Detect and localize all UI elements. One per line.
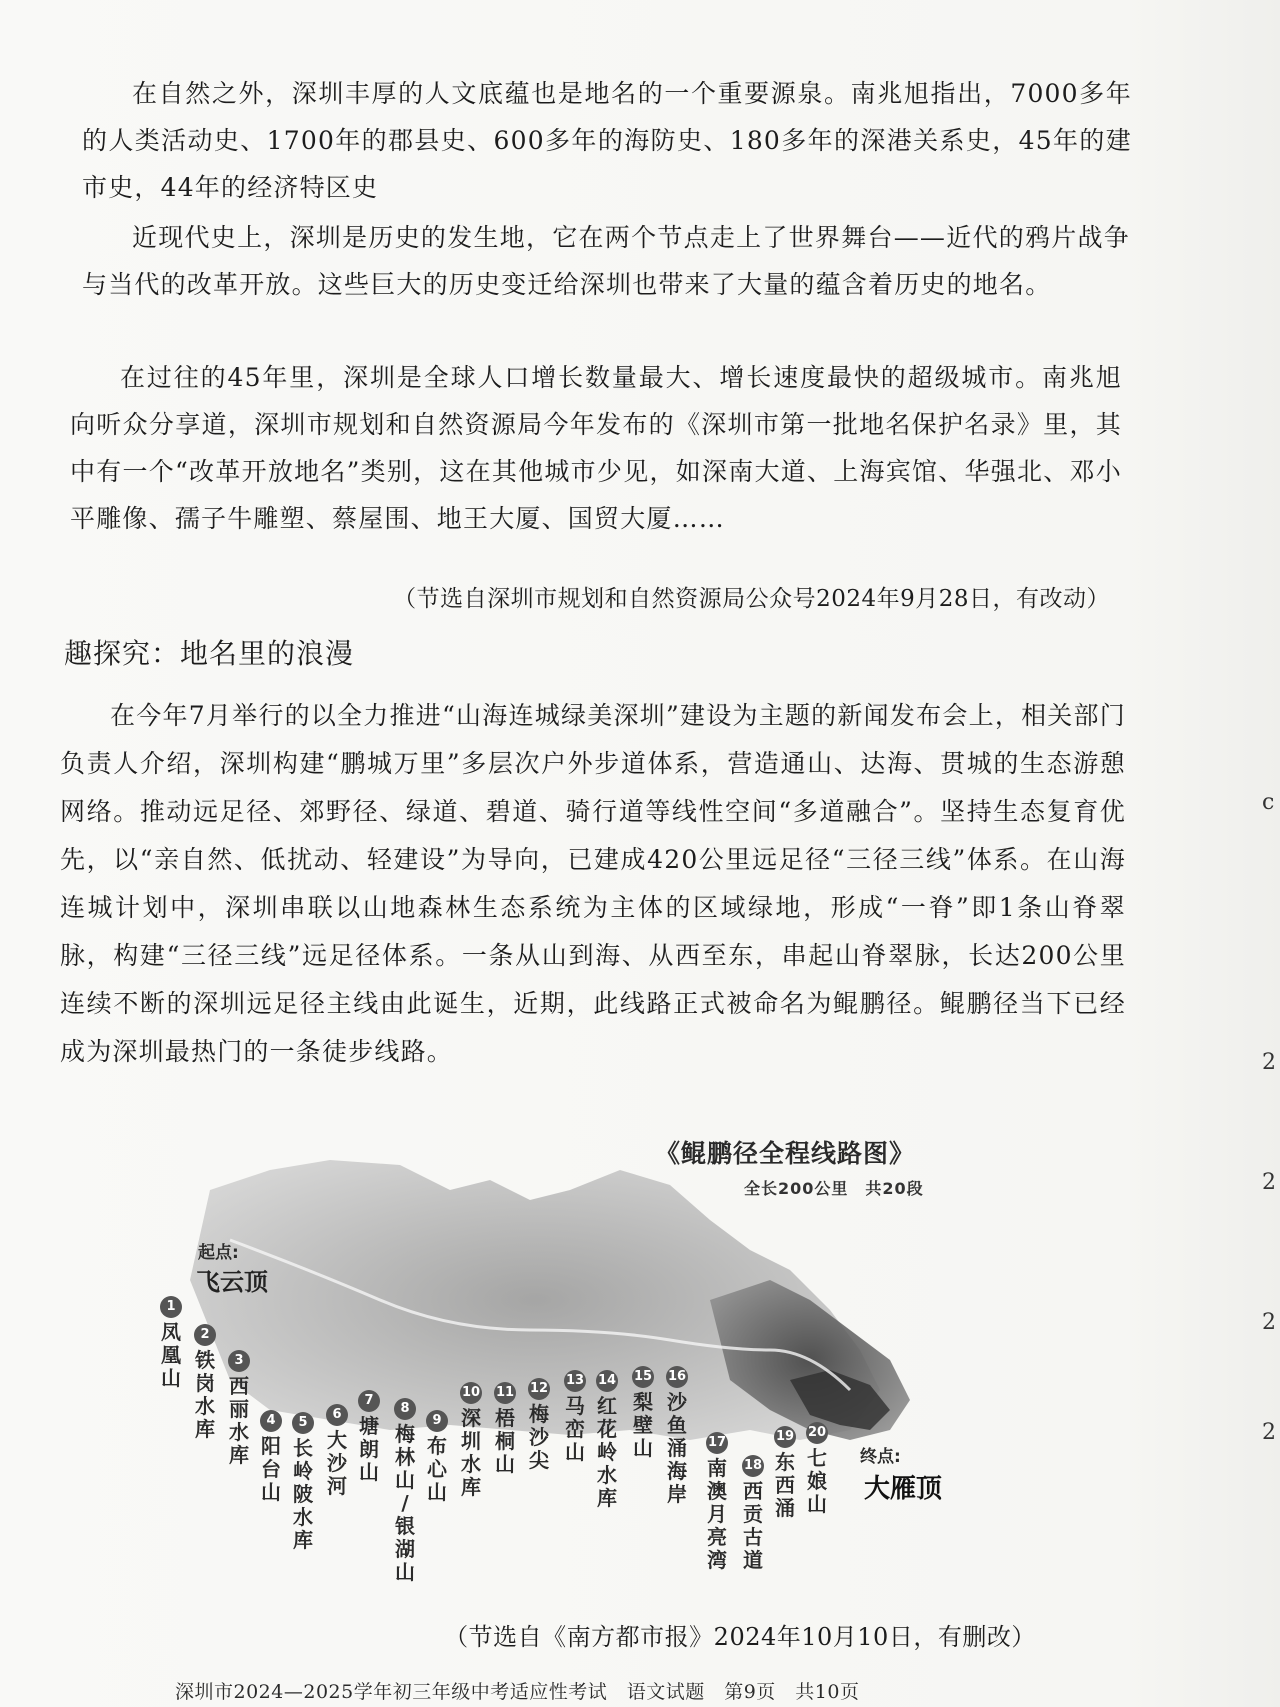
stop-number: 19 — [774, 1426, 796, 1448]
route-stop-9 — [424, 1410, 450, 1504]
route-stop-11 — [492, 1382, 518, 1476]
edge-mark: 2 — [1262, 1170, 1276, 1195]
stop-name: 深 圳 水 库 — [461, 1406, 481, 1499]
stop-number: 18 — [742, 1455, 764, 1477]
route-stop-5 — [290, 1412, 316, 1552]
edge-mark: 2 — [1262, 1310, 1276, 1335]
stop-number: 4 — [260, 1410, 282, 1432]
stop-name: 南 澳 月 亮 湾 — [707, 1456, 727, 1572]
route-stop-1 — [158, 1296, 184, 1390]
stop-name: 红 花 岭 水 库 — [597, 1394, 617, 1510]
stop-number: 17 — [706, 1432, 728, 1454]
stop-name: 梨 壁 山 — [633, 1390, 653, 1460]
end-point-name: 大雁顶 — [864, 1474, 943, 1504]
stop-number: 9 — [426, 1410, 448, 1432]
route-stop-3 — [226, 1350, 252, 1467]
stop-name: 马 峦 山 — [565, 1394, 585, 1464]
page-footer: 深圳市2024—2025学年初三年级中考适应性考试 语文试题 第9页 共10页 — [175, 1681, 860, 1703]
route-stop-17 — [704, 1432, 730, 1572]
paragraph-4: 在今年7月举行的以全力推进“山海连城绿美深圳”建设为主题的新闻发布会上，相关部门负责人介绍，深圳构建“鹏城万里”多层次户外步道体系，营造通山、达海、贯城的生态游憩网络。推动远足径、郊野径、绿道、碧道、骑行道等线性空间“多道融合”。坚持生态复育优先，以“亲自然、低扰动、轻建设”为导向，已建成420公里远足径“三径三线”体系。在山海连城计划中，深圳串联以山地森林生态系统为主体的区域绿地，形成“一脊”即1条山脊翠脉，构建“三径三线”远足径体系。一条从山到海、从西至东，串起山脊翠脉，长达200公里连续不断的深圳远足径主线由此诞生，近期，此线路正式被命名为鲲鹏径。鲲鹏径当下已经成为深圳最热门的一条徒步线路。 — [60, 701, 1126, 1066]
section-title: 趣探究：地名里的浪漫 — [64, 637, 355, 670]
edge-mark: c — [1262, 790, 1275, 815]
paragraph-2: 近现代史上，深圳是历史的发生地，它在两个节点走上了世界舞台——近代的鸦片战争与当代的改革开放。这些巨大的历史变迁给深圳也带来了大量的蕴含着历史的地名。 — [82, 223, 1130, 299]
source-citation-1: （节选自深圳市规划和自然资源局公众号2024年9月28日，有改动） — [393, 586, 1110, 612]
route-stop-8 — [392, 1398, 418, 1584]
stop-number: 8 — [394, 1398, 416, 1420]
stop-name: 大 沙 河 — [327, 1428, 347, 1498]
stop-name: 铁 岗 水 库 — [195, 1348, 215, 1441]
stop-number: 20 — [806, 1422, 828, 1444]
stop-number: 2 — [194, 1324, 216, 1346]
start-point-name: 飞云顶 — [196, 1268, 268, 1296]
route-stop-12 — [526, 1378, 552, 1472]
stop-name: 凤 凰 山 — [161, 1320, 181, 1390]
stop-name: 布 心 山 — [427, 1434, 447, 1504]
route-stop-16 — [664, 1366, 690, 1506]
stop-number: 1 — [160, 1296, 182, 1318]
source-citation-2: （节选自《南方都市报》2024年10月10日，有删改） — [444, 1623, 1036, 1651]
edge-mark: 2 — [1262, 1050, 1276, 1075]
stop-name: 长 岭 陂 水 库 — [293, 1436, 313, 1552]
route-stop-2 — [192, 1324, 218, 1441]
stop-number: 13 — [564, 1370, 586, 1392]
route-stop-19 — [772, 1426, 798, 1520]
stop-number: 3 — [228, 1350, 250, 1372]
route-stop-18 — [740, 1455, 766, 1572]
edge-mark: 2 — [1262, 1420, 1276, 1445]
stop-number: 7 — [358, 1390, 380, 1412]
route-stop-4 — [258, 1410, 284, 1504]
route-stop-6 — [324, 1404, 350, 1498]
route-stop-15 — [630, 1366, 656, 1460]
map-subtitle: 全长200公里 共20段 — [744, 1179, 924, 1198]
route-stop-14 — [594, 1370, 620, 1510]
stop-name: 沙 鱼 涌 海 岸 — [667, 1390, 687, 1506]
route-stop-20 — [804, 1422, 830, 1516]
stop-number: 6 — [326, 1404, 348, 1426]
end-label: 终点: — [860, 1447, 901, 1467]
stop-name: 梅 沙 尖 — [529, 1402, 549, 1472]
map-title: 《鲲鹏径全程线路图》 — [655, 1139, 916, 1168]
stop-number: 15 — [632, 1366, 654, 1388]
stop-name: 西 贡 古 道 — [743, 1479, 763, 1572]
stop-number: 5 — [292, 1412, 314, 1434]
stop-number: 14 — [596, 1370, 618, 1392]
paragraph-1: 在自然之外，深圳丰厚的人文底蕴也是地名的一个重要源泉。南兆旭指出，7000多年的人类活动史、1700年的郡县史、600多年的海防史、180多年的深港关系史，45年的建市史，44年的经济特区史 — [82, 79, 1132, 202]
stop-name: 梅 林 山 / 银 湖 山 — [395, 1422, 415, 1584]
stop-number: 12 — [528, 1378, 550, 1400]
stop-name: 塘 朗 山 — [359, 1414, 379, 1484]
route-stop-10 — [458, 1382, 484, 1499]
paragraph-3: 在过往的45年里，深圳是全球人口增长数量最大、增长速度最快的超级城市。南兆旭向听众分享道，深圳市规划和自然资源局今年发布的《深圳市第一批地名保护名录》里，其中有一个“改革开放地名”类别，这在其他城市少见，如深南大道、上海宾馆、华强北、邓小平雕像、孺子牛雕塑、蔡屋围、地王大厦、国贸大厦…… — [70, 363, 1122, 533]
stop-name: 梧 桐 山 — [495, 1406, 515, 1476]
stop-number: 11 — [494, 1382, 516, 1404]
stop-name: 阳 台 山 — [261, 1434, 281, 1504]
stop-name: 东 西 涌 — [775, 1450, 795, 1520]
stop-number: 16 — [666, 1366, 688, 1388]
stop-name: 七 娘 山 — [807, 1446, 827, 1516]
route-stop-7 — [356, 1390, 382, 1484]
stop-name: 西 丽 水 库 — [229, 1374, 249, 1467]
stop-number: 10 — [460, 1382, 482, 1404]
route-stop-13 — [562, 1370, 588, 1464]
start-label: 起点: — [198, 1243, 239, 1263]
